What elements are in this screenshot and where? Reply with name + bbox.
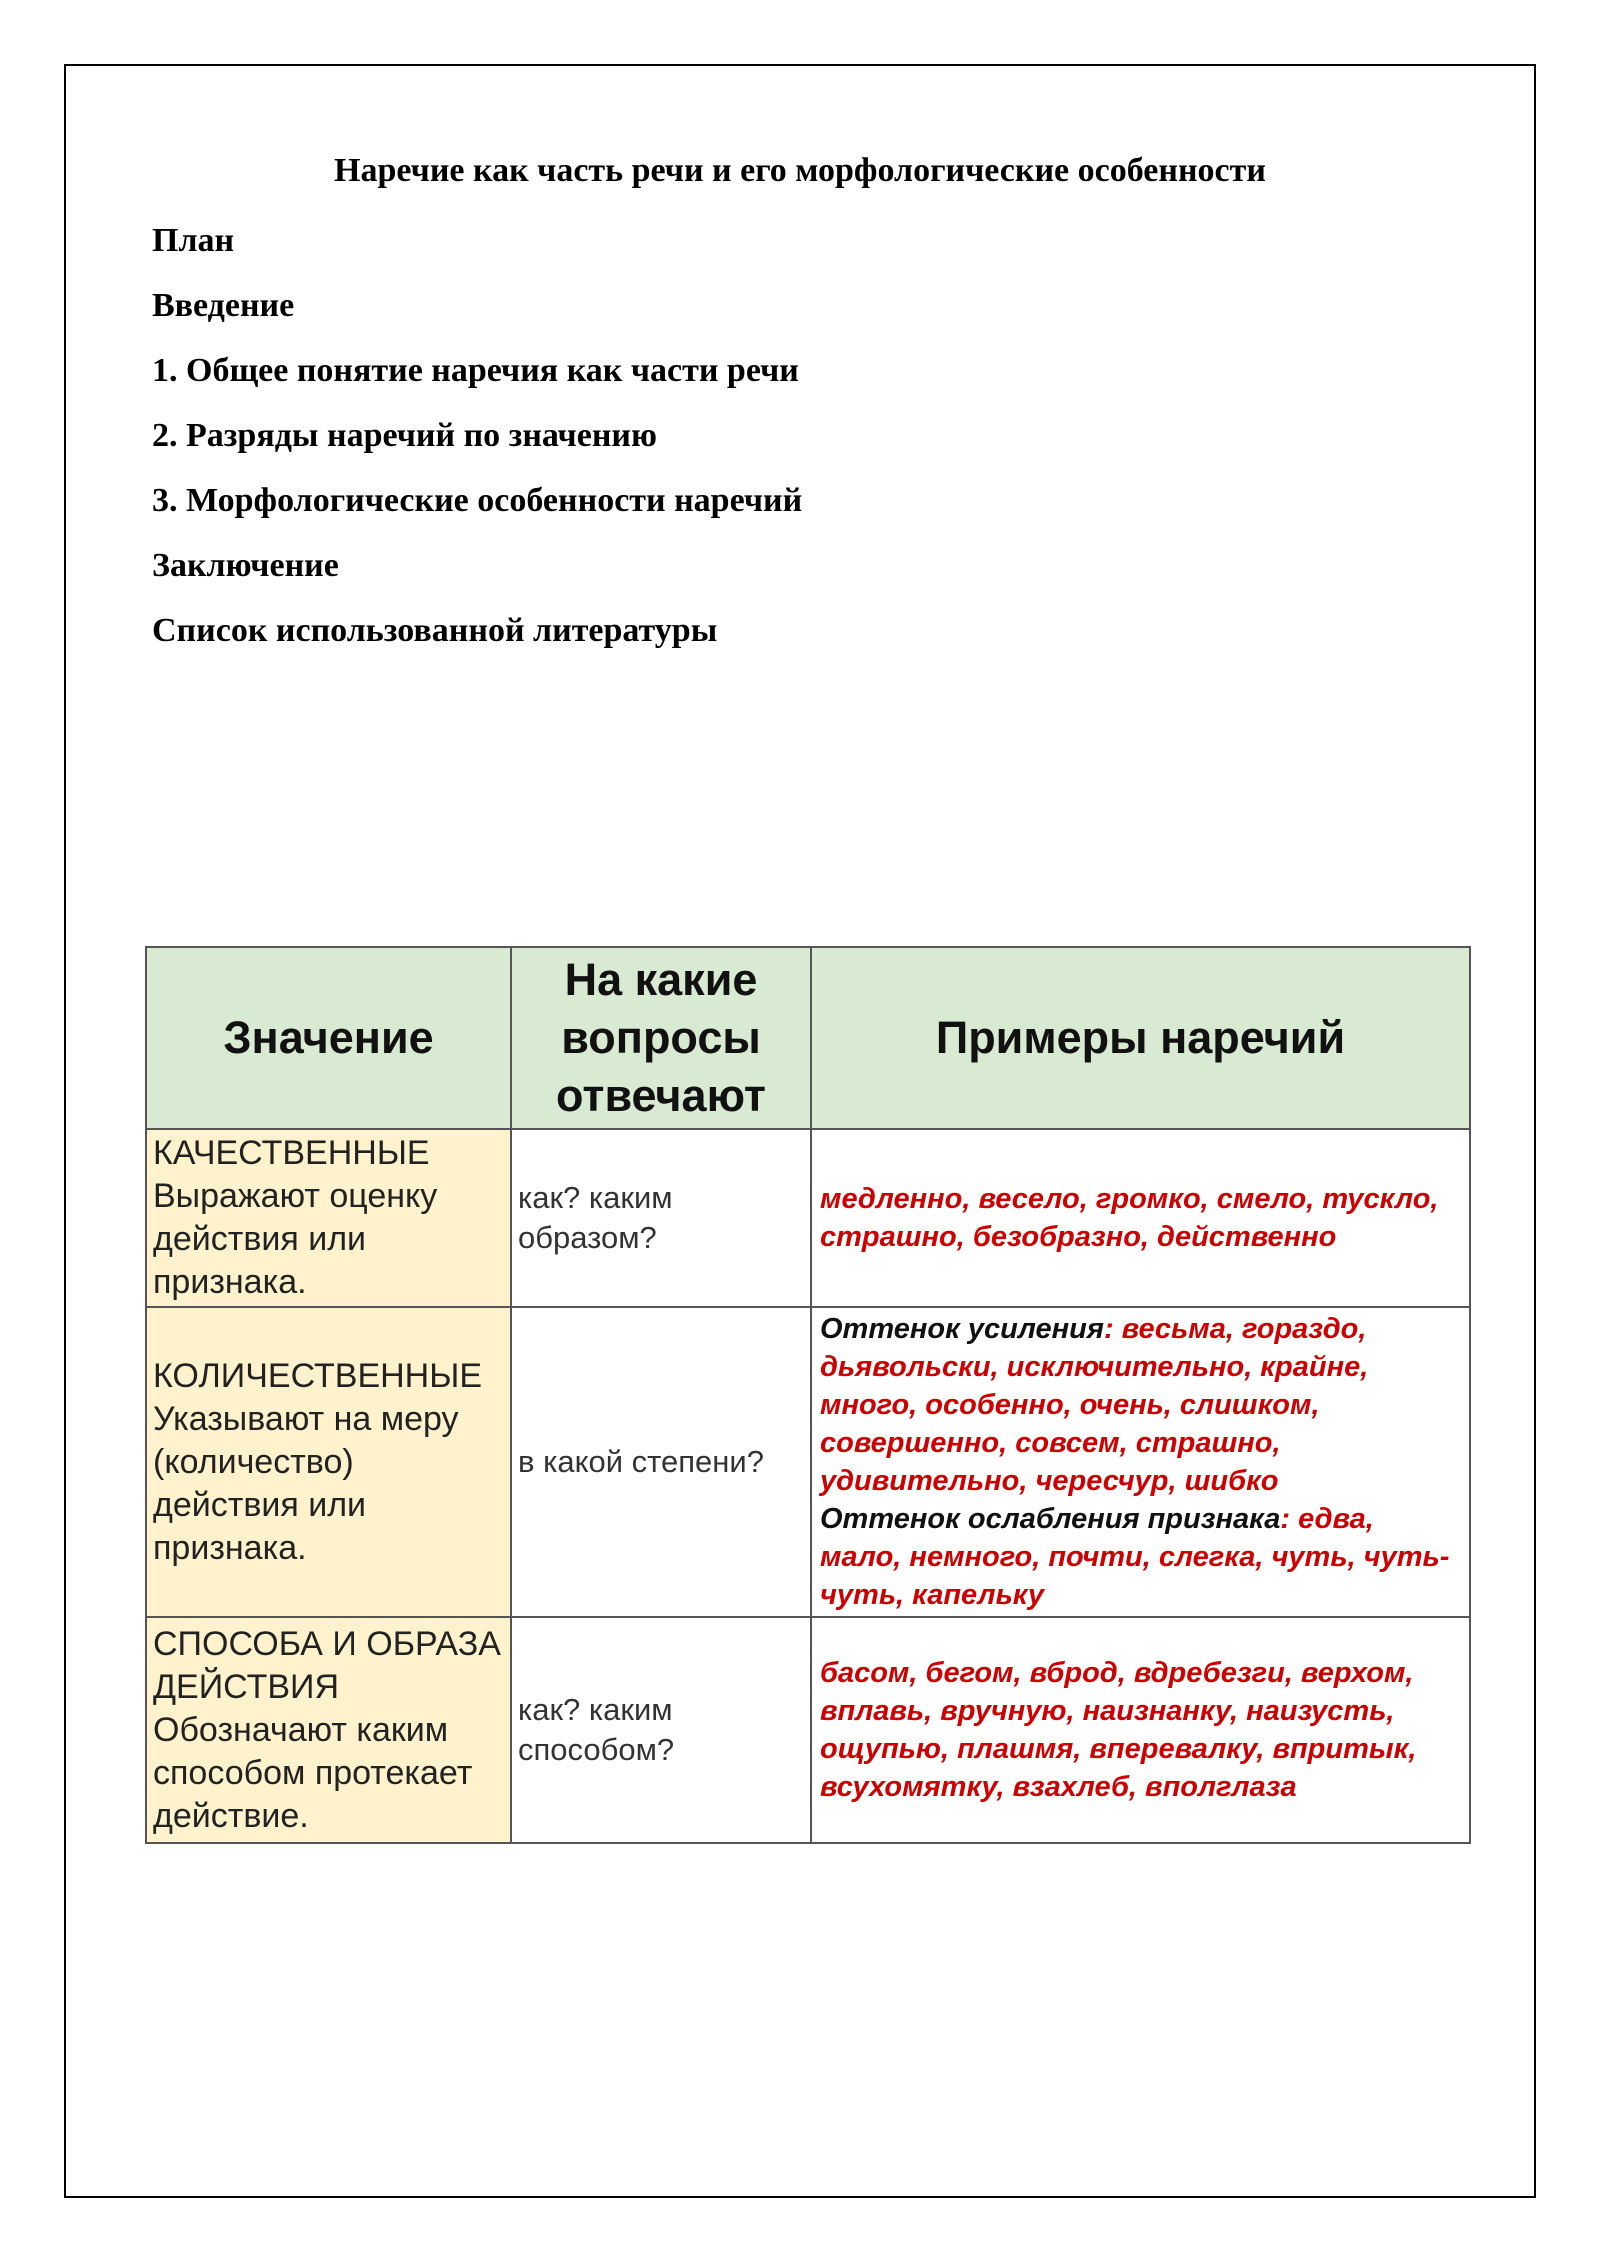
plan-item-references: Список использованной литературы: [152, 612, 718, 649]
category-description: Указывают на меру (количество) действия или признака.: [153, 1399, 459, 1567]
category-name: КОЛИЧЕСТВЕННЫЕ: [153, 1356, 483, 1395]
table-row: [146, 1129, 1470, 1307]
category-description: Выражают оценку действия или признака.: [153, 1177, 438, 1301]
document-title: Наречие как часть речи и его морфологические особенности: [334, 152, 1266, 189]
examples-intensify: : весьма, гораздо, дьявольски, исключительно, крайне, много, особенно, очень, слишком, совершенно, совсем, страшно, удивительно, чересчур, шибко: [820, 1313, 1369, 1497]
table-row: [146, 1307, 1470, 1617]
category-cell: [146, 1129, 511, 1307]
examples-cell: медленно, весело, громко, смело, тускло, страшно, безобразно, действенно: [811, 1129, 1470, 1307]
plan-list: [152, 218, 802, 673]
examples-cell: [811, 1307, 1470, 1617]
plan-heading: План: [152, 222, 235, 259]
question-cell: как? каким способом?: [511, 1617, 811, 1843]
category-name: СПОСОБА И ОБРАЗА ДЕЙСТВИЯ: [153, 1624, 501, 1706]
plan-item-3: 3. Морфологические особенности наречий: [152, 482, 803, 519]
category-description: Обозначают каким способом протекает действие.: [153, 1710, 473, 1835]
examples-weaken: : едва, мало, немного, почти, слегка, чуть, чуть-чуть, капельку: [820, 1503, 1450, 1611]
question-cell: в какой степени?: [511, 1307, 811, 1617]
plan-item-conclusion: Заключение: [152, 547, 339, 584]
header-examples: Примеры наречий: [811, 947, 1470, 1129]
table-header-row: [146, 947, 1470, 1129]
header-questions: На какие вопросы отвечают: [511, 947, 811, 1129]
question-cell: как? каким образом?: [511, 1129, 811, 1307]
plan-item-2: 2. Разряды наречий по значению: [152, 417, 657, 454]
category-cell: [146, 1307, 511, 1617]
shade-label-intensify: Оттенок усиления: [820, 1313, 1104, 1345]
header-meaning: Значение: [146, 947, 511, 1129]
category-cell: [146, 1617, 511, 1843]
shade-label-weaken: Оттенок ослабления признака: [820, 1503, 1281, 1535]
adverb-categories-table: [145, 946, 1471, 1844]
category-name: КАЧЕСТВЕННЫЕ: [153, 1134, 430, 1172]
plan-item-1: 1. Общее понятие наречия как части речи: [152, 352, 799, 389]
examples-cell: басом, бегом, вброд, вдребезги, верхом, вплавь, вручную, наизнанку, наизусть, ощупью, плашмя, вперевалку, впритык, всухомятку, взахлеб, вполглаза: [811, 1617, 1470, 1843]
table-row: [146, 1617, 1470, 1843]
plan-item-introduction: Введение: [152, 287, 295, 324]
